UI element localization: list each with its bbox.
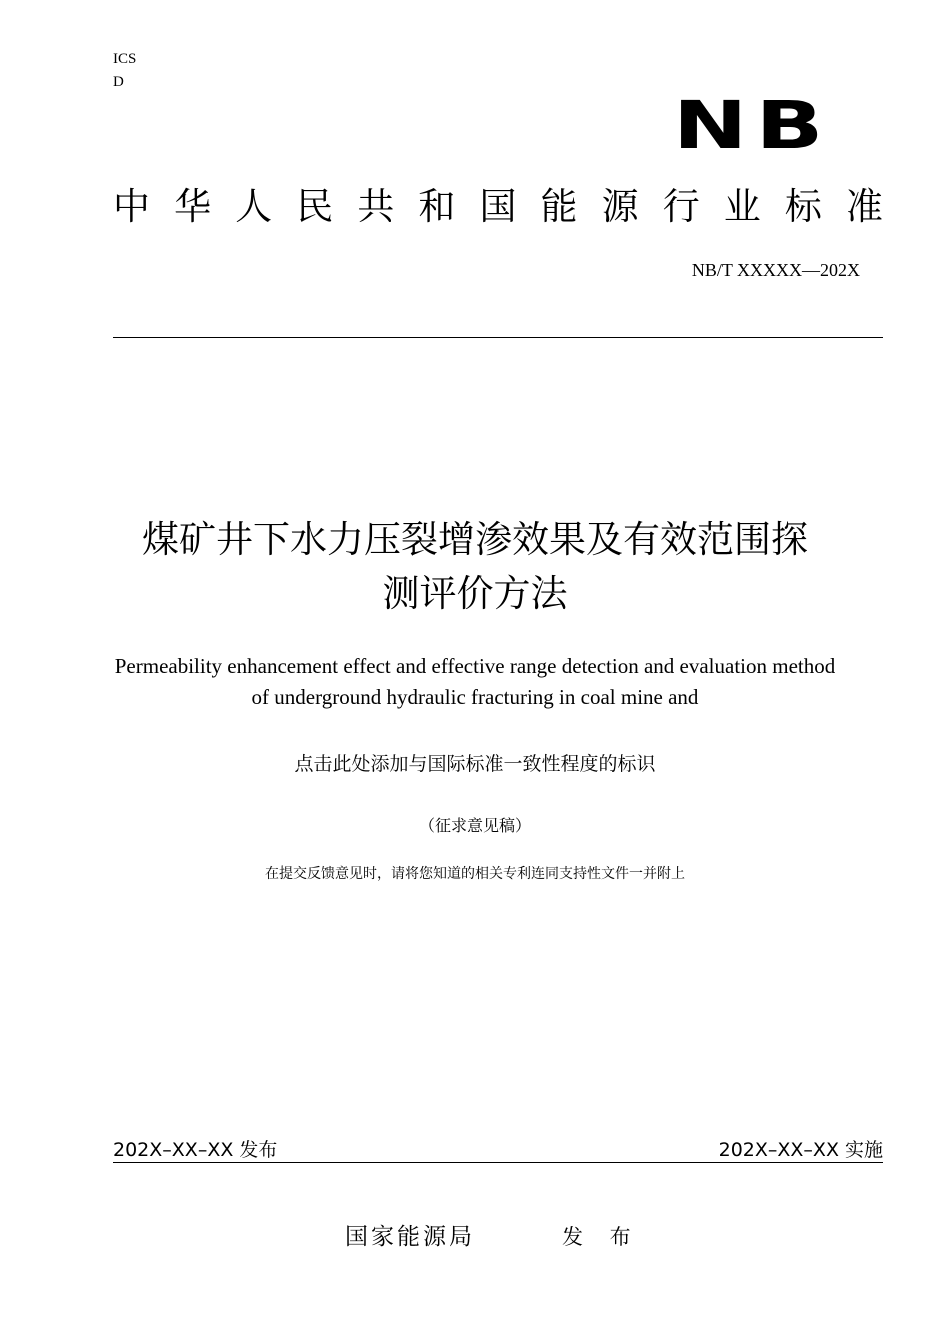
consistency-note[interactable]: 点击此处添加与国际标准一致性程度的标识 bbox=[294, 753, 656, 775]
standard-char: 准 bbox=[845, 185, 883, 228]
standard-char: 民 bbox=[296, 185, 334, 228]
nb-logo: NB bbox=[673, 87, 832, 164]
issue-word: 发 布 bbox=[562, 1225, 641, 1249]
draft-label: （征求意见稿） bbox=[418, 816, 531, 835]
footer-divider bbox=[113, 1162, 883, 1163]
title-chinese bbox=[60, 513, 890, 621]
issuer-name: 国家能源局 bbox=[345, 1224, 475, 1250]
title-cn-line: 煤矿井下水力压裂增渗效果及有效范围探 bbox=[142, 518, 808, 561]
ics-block bbox=[113, 48, 136, 94]
title-cn-line: 测评价方法 bbox=[382, 572, 568, 615]
header-divider bbox=[113, 337, 883, 338]
standard-char: 人 bbox=[235, 185, 273, 228]
standard-char: 标 bbox=[784, 185, 822, 228]
standard-char: 共 bbox=[357, 185, 395, 228]
feedback-note: 在提交反馈意见时，请将您知道的相关专利连同支持性文件一并附上 bbox=[265, 866, 685, 882]
publish-date: 202X–XX–XX 发布 bbox=[113, 1139, 278, 1161]
title-english bbox=[60, 651, 890, 713]
standard-char: 能 bbox=[540, 185, 578, 228]
standard-code: NB/T XXXXX—202X bbox=[691, 260, 860, 280]
standard-char: 和 bbox=[418, 185, 456, 228]
standard-char: 源 bbox=[601, 185, 639, 228]
title-en-line: of underground hydraulic fracturing in coal mine and bbox=[251, 685, 699, 709]
implement-date: 202X–XX–XX 实施 bbox=[718, 1139, 883, 1161]
standard-char: 业 bbox=[723, 185, 761, 228]
ics-label: ICS bbox=[113, 51, 137, 67]
standard-char: 国 bbox=[479, 185, 517, 228]
title-en-line: Permeability enhancement effect and effective range detection and evaluation method bbox=[114, 654, 836, 678]
date-row bbox=[113, 1137, 883, 1163]
classification-label: D bbox=[113, 74, 124, 90]
standard-char: 行 bbox=[662, 185, 700, 228]
standard-char: 中 bbox=[113, 185, 150, 228]
standard-name bbox=[113, 183, 883, 231]
standard-char: 华 bbox=[174, 185, 212, 228]
